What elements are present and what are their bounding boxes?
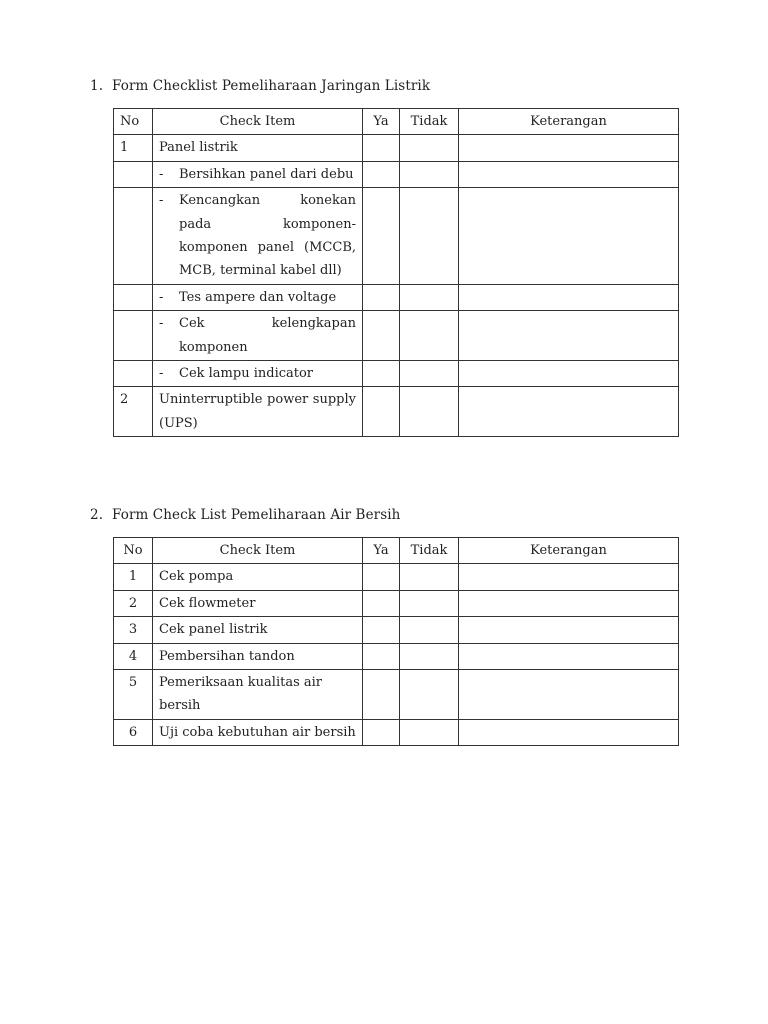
table-header-row	[114, 538, 679, 564]
keterangan-cell[interactable]	[459, 590, 679, 616]
keterangan-cell[interactable]	[459, 284, 679, 310]
row-no: 1	[114, 135, 153, 161]
row-check-item: Uji coba kebutuhan air bersih	[153, 719, 363, 745]
row-check-item: Uninterruptible power supply (UPS)	[153, 387, 363, 437]
table-row	[114, 719, 679, 745]
table-row	[114, 643, 679, 669]
row-no: 2	[114, 590, 153, 616]
row-check-item: Panel listrik	[153, 135, 363, 161]
header-check-item: Check Item	[153, 109, 363, 135]
row-no	[114, 311, 153, 361]
tidak-cell[interactable]	[400, 361, 459, 387]
table-row	[114, 590, 679, 616]
row-no: 2	[114, 387, 153, 437]
bullet-dash: -	[159, 366, 164, 382]
ya-cell[interactable]	[363, 643, 400, 669]
tidak-cell[interactable]	[400, 670, 459, 720]
row-check-item: Cek pompa	[153, 564, 363, 590]
ya-cell[interactable]	[363, 590, 400, 616]
header-no: No	[114, 538, 153, 564]
row-no	[114, 284, 153, 310]
section-2-heading	[90, 507, 400, 523]
tidak-cell[interactable]	[400, 590, 459, 616]
ya-cell[interactable]	[363, 564, 400, 590]
row-check-item	[153, 188, 363, 285]
ya-cell[interactable]	[363, 311, 400, 361]
row-no	[114, 361, 153, 387]
table-row	[114, 387, 679, 437]
table-row	[114, 361, 679, 387]
row-check-item: Cek flowmeter	[153, 590, 363, 616]
tidak-cell[interactable]	[400, 387, 459, 437]
header-tidak: Tidak	[400, 109, 459, 135]
row-check-item-text: Bersihkan panel dari debu	[179, 166, 354, 182]
tidak-cell[interactable]	[400, 284, 459, 310]
ya-cell[interactable]	[363, 617, 400, 643]
header-no: No	[114, 109, 153, 135]
row-check-item: Cek panel listrik	[153, 617, 363, 643]
row-check-item	[153, 161, 363, 187]
tidak-cell[interactable]	[400, 135, 459, 161]
section-2-number: 2.	[90, 507, 104, 523]
keterangan-cell[interactable]	[459, 135, 679, 161]
bullet-dash: -	[159, 166, 164, 182]
bullet-dash: -	[159, 193, 164, 209]
table-row	[114, 135, 679, 161]
header-ya: Ya	[363, 109, 400, 135]
row-no: 1	[114, 564, 153, 590]
row-check-item-text: Tes ampere dan voltage	[179, 289, 337, 305]
section-1-heading	[90, 78, 430, 94]
row-check-item	[153, 284, 363, 310]
row-check-item	[153, 361, 363, 387]
keterangan-cell[interactable]	[459, 361, 679, 387]
header-check-item: Check Item	[153, 538, 363, 564]
bullet-dash: -	[159, 316, 164, 332]
section-1-number: 1.	[90, 78, 104, 94]
row-check-item	[153, 311, 363, 361]
row-check-item: Pembersihan tandon	[153, 643, 363, 669]
row-no	[114, 188, 153, 285]
keterangan-cell[interactable]	[459, 670, 679, 720]
keterangan-cell[interactable]	[459, 564, 679, 590]
table-row	[114, 311, 679, 361]
table-row	[114, 188, 679, 285]
tidak-cell[interactable]	[400, 617, 459, 643]
row-no: 5	[114, 670, 153, 720]
tidak-cell[interactable]	[400, 311, 459, 361]
ya-cell[interactable]	[363, 188, 400, 285]
row-no: 3	[114, 617, 153, 643]
checklist-table-listrik	[113, 108, 679, 437]
section-1-title: Form Checklist Pemeliharaan Jaringan Listrik	[112, 78, 431, 94]
tidak-cell[interactable]	[400, 719, 459, 745]
table-row	[114, 284, 679, 310]
tidak-cell[interactable]	[400, 643, 459, 669]
header-keterangan: Keterangan	[459, 109, 679, 135]
row-check-item-text: Cek kelengkapan komponen	[179, 316, 356, 355]
tidak-cell[interactable]	[400, 564, 459, 590]
ya-cell[interactable]	[363, 387, 400, 437]
keterangan-cell[interactable]	[459, 311, 679, 361]
table-row	[114, 564, 679, 590]
keterangan-cell[interactable]	[459, 387, 679, 437]
header-keterangan: Keterangan	[459, 538, 679, 564]
ya-cell[interactable]	[363, 135, 400, 161]
header-tidak: Tidak	[400, 538, 459, 564]
keterangan-cell[interactable]	[459, 617, 679, 643]
row-check-item-text: Kencangkan konekan pada komponen-komponen panel (MCCB, MCB, terminal kabel dll)	[179, 193, 356, 279]
row-no: 6	[114, 719, 153, 745]
row-check-item: Pemeriksaan kualitas air bersih	[153, 670, 363, 720]
tidak-cell[interactable]	[400, 188, 459, 285]
table-row	[114, 670, 679, 720]
ya-cell[interactable]	[363, 670, 400, 720]
keterangan-cell[interactable]	[459, 719, 679, 745]
keterangan-cell[interactable]	[459, 188, 679, 285]
ya-cell[interactable]	[363, 361, 400, 387]
ya-cell[interactable]	[363, 719, 400, 745]
header-ya: Ya	[363, 538, 400, 564]
row-check-item-text: Cek lampu indicator	[179, 366, 314, 382]
tidak-cell[interactable]	[400, 161, 459, 187]
keterangan-cell[interactable]	[459, 161, 679, 187]
checklist-table-air-bersih	[113, 537, 679, 746]
bullet-dash: -	[159, 289, 164, 305]
table-row	[114, 617, 679, 643]
section-2-title: Form Check List Pemeliharaan Air Bersih	[112, 507, 401, 523]
table-header-row	[114, 109, 679, 135]
table-row	[114, 161, 679, 187]
row-no	[114, 161, 153, 187]
ya-cell[interactable]	[363, 284, 400, 310]
ya-cell[interactable]	[363, 161, 400, 187]
keterangan-cell[interactable]	[459, 643, 679, 669]
row-no: 4	[114, 643, 153, 669]
